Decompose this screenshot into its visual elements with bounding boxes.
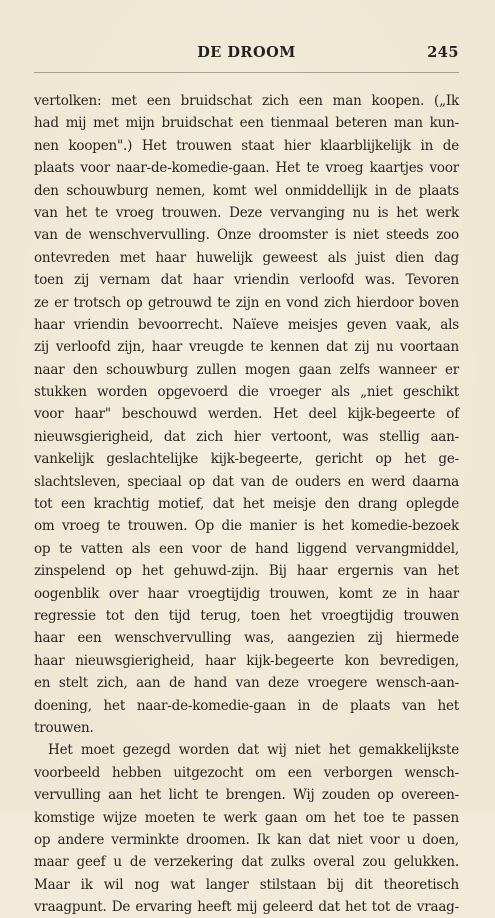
text-line: om vroeg te trouwen. Op die manier is het komedie-bezoek	[34, 518, 459, 535]
text-line: haar nieuwsgierigheid, haar kijk-begeerte kon bevredigen,	[34, 652, 459, 669]
text-line: op andere verminkte droomen. Ik kan dat niet voor u doen,	[34, 831, 459, 848]
text-line: Maar ik wil nog wat langer stilstaan bij dit theoretisch	[34, 876, 459, 893]
text-line: oogenblik over haar vroegtijdig trouwen, komt ze in haar	[34, 585, 459, 602]
text-line: komstige wijze moeten te werk gaan om het toe te passen	[34, 809, 459, 826]
body-text	[34, 90, 459, 918]
text-line: regressie tot den tijd terug, toen het vroegtijdig trouwen	[34, 607, 459, 624]
chapter-title: DE DROOM	[197, 44, 296, 61]
text-line: van het te vroeg trouwen. Deze vervanging nu is het werk	[34, 204, 459, 221]
text-line: voor haar" beschouwd werden. Het deel kijk-begeerte of	[34, 406, 459, 423]
text-line: ze er trotsch op getrouwd te zijn en vond zich hierdoor boven	[34, 294, 459, 311]
text-line: stukken worden opgevoerd die vroeger als „niet geschikt	[34, 384, 459, 401]
text-line: tot een krachtig motief, dat het meisje den drang oplegde	[34, 496, 459, 513]
text-line: van de wenschvervulling. Onze droomster is niet steeds zoo	[34, 227, 459, 244]
header-rule	[34, 72, 459, 73]
text-line: naar den schouwburg zullen mogen gaan zelfs wanneer er	[34, 361, 459, 378]
text-line: trouwen.	[34, 719, 94, 736]
text-line: vraagpunt. De ervaring heeft mij geleerd dat het tot de vraag-	[34, 899, 459, 916]
page-number: 245	[427, 44, 459, 61]
text-line: haar een wenschvervulling was, aangezien zij hiermede	[34, 630, 459, 647]
text-line: op te vatten als een voor de hand liggend vervangmiddel,	[34, 540, 459, 557]
running-header	[34, 44, 459, 64]
text-line: vertolken: met een bruidschat zich een man koopen. („Ik	[34, 93, 459, 109]
text-line: nieuwsgierigheid, dat zich hier vertoont, was stellig aan-	[34, 428, 459, 445]
text-line: voorbeeld hebben uitgezocht om een verborgen wensch-	[34, 764, 459, 781]
text-line: plaats voor naar-de-komedie-gaan. Het te vroeg kaartjes voor	[34, 160, 459, 177]
text-line: Het moet gezegd worden dat wij niet het gemakkelijkste	[48, 742, 459, 759]
paragraph	[34, 90, 459, 739]
text-line: vankelijk geslachtelijke kijk-begeerte, gericht op het ge-	[34, 451, 459, 468]
text-line: maar geef u de verzekering dat zulks overal zou gelukken.	[34, 854, 459, 871]
paragraph	[34, 739, 459, 918]
text-line: den schouwburg nemen, komt wel onmiddellijk in de plaats	[34, 182, 459, 199]
text-line: toen zij vernam dat haar vriendin verloofd was. Tevoren	[34, 272, 459, 289]
text-line: vervulling aan het licht te brengen. Wij zouden op overeen-	[34, 787, 459, 804]
text-line: haar vriendin bevoorrecht. Naïeve meisjes geven vaak, als	[34, 316, 459, 333]
text-line: zij verloofd zijn, haar vreugde te kennen dat zij nu voortaan	[34, 339, 459, 356]
text-line: nen koopen".) Het trouwen staat hier klaarblijkelijk in de	[34, 137, 459, 154]
text-line: slachtsleven, speciaal op dat van de ouders en werd daarna	[34, 473, 459, 490]
text-line: ontevreden met haar huwelijk geweest als juist dien dag	[34, 249, 459, 266]
text-line: had mij met mijn bruidschat een tienmaal beteren man kun-	[34, 115, 459, 132]
text-line: en stelt zich, aan de hand van deze vroegere wensch-aan-	[34, 675, 459, 692]
text-line: zinspelend op het gehuwd-zijn. Bij haar ergernis van het	[34, 563, 459, 580]
text-line: doening, het naar-de-komedie-gaan in de plaats van het	[34, 697, 459, 714]
